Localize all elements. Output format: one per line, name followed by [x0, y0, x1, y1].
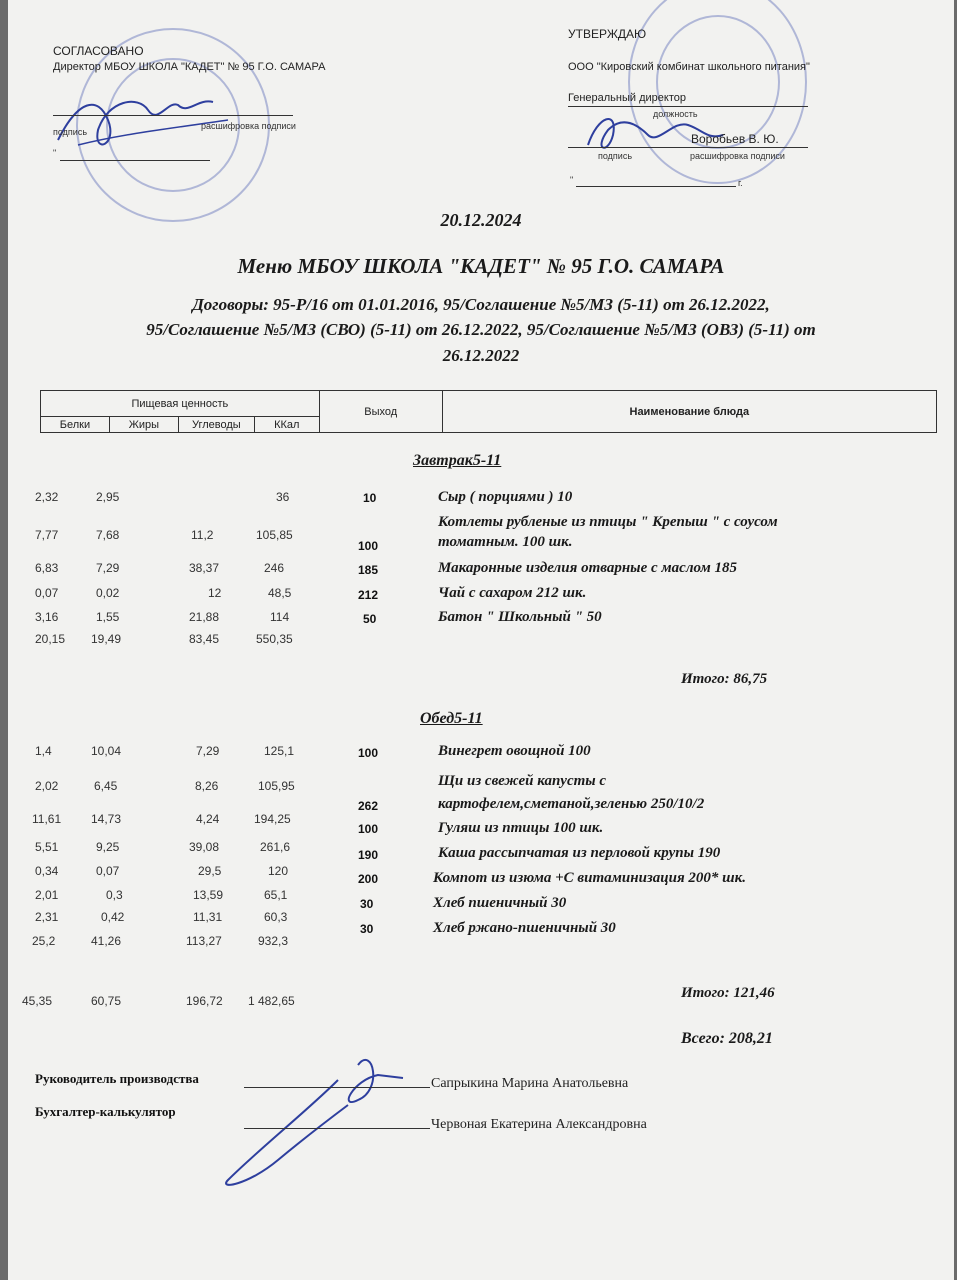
cell-kcal: 105,85	[256, 528, 293, 542]
cell-carbs: 8,26	[195, 779, 219, 793]
breakfast-title: Завтрак5-11	[413, 452, 502, 469]
output-header: Выход	[319, 391, 442, 433]
cell-protein: 2,31	[35, 910, 59, 924]
dish-name: Чай с сахаром 212 шк.	[438, 585, 587, 601]
production-head-role: Руководитель производства	[35, 1071, 199, 1086]
agreed-decode-label: расшифровка подписи	[201, 121, 296, 131]
cell-kcal: 120	[268, 864, 289, 878]
cell-output: 190	[358, 848, 379, 862]
cell-carbs: 11,31	[193, 910, 223, 924]
lunch-total: Итого: 121,46	[681, 985, 775, 1001]
dish-name: Каша рассыпчатая из перловой крупы 190	[438, 845, 721, 861]
cell-kcal: 65,1	[264, 888, 288, 902]
approved-name: Воробьев В. Ю.	[691, 132, 779, 146]
cell-fat: 0,02	[96, 586, 120, 600]
cell-carbs: 4,24	[196, 812, 220, 826]
cell-kcal: 114	[270, 610, 290, 624]
cell-protein: 0,07	[35, 586, 59, 600]
dish-name: Батон " Школьный " 50	[438, 609, 602, 625]
cell-protein: 2,02	[35, 779, 59, 793]
menu-document	[8, 0, 954, 1280]
production-head-name: Сапрыкина Марина Анатольевна	[431, 1076, 629, 1091]
cell-protein: 2,32	[35, 490, 59, 504]
cell-fat: 0,3	[106, 888, 123, 902]
cell-output: 185	[358, 563, 379, 577]
cell-fat: 1,55	[96, 610, 120, 624]
cell-fat: 10,04	[91, 744, 122, 758]
cell-carbs: 29,5	[198, 864, 222, 878]
cell-carbs: 12	[208, 586, 222, 600]
bottom-signature	[188, 1040, 448, 1200]
cell-protein: 0,34	[35, 864, 59, 878]
sum-protein: 25,2	[32, 934, 56, 948]
dish-name-header: Наименование блюда	[442, 391, 936, 433]
cell-protein: 7,77	[35, 528, 59, 542]
nutrition-header: Пищевая ценность	[41, 391, 320, 417]
cell-kcal: 48,5	[268, 586, 292, 600]
cell-kcal: 261,6	[260, 840, 291, 854]
approved-year-suffix: г.	[738, 178, 743, 188]
production-head-line	[244, 1087, 430, 1088]
sum-protein: 20,15	[35, 632, 66, 646]
contracts-line-3: 26.12.2022	[442, 346, 520, 365]
cell-protein: 11,61	[32, 812, 62, 826]
dish-name: Гуляш из птицы 100 шк.	[438, 820, 604, 836]
cell-carbs: 39,08	[189, 840, 220, 854]
menu-date: 20.12.2024	[440, 210, 522, 230]
contracts-line-1: Договоры: 95-Р/16 от 01.01.2016, 95/Соглашение №5/МЗ (5-11) от 26.12.2022,	[192, 295, 770, 314]
approved-date-line	[576, 186, 736, 187]
cell-carbs: 13,59	[193, 888, 224, 902]
accountant-name: Червоная Екатерина Александровна	[431, 1117, 647, 1132]
approved-position-line	[568, 106, 808, 107]
approved-sig-label: подпись	[598, 151, 633, 161]
cell-carbs: 11,2	[191, 528, 214, 542]
sum-kcal: 932,3	[258, 934, 289, 948]
cell-carbs: 7,29	[196, 744, 220, 758]
dish-name: картофелем,сметаной,зеленью 250/10/2	[438, 796, 705, 812]
approved-org: ООО "Кировский комбинат школьного питания"	[568, 61, 810, 73]
cell-kcal: 194,25	[254, 812, 291, 826]
dish-name: Хлеб ржано-пшеничный 30	[433, 920, 616, 936]
dish-name: Сыр ( порциями ) 10	[438, 489, 573, 505]
cell-output: 200	[358, 872, 379, 886]
cell-output: 100	[358, 539, 379, 553]
cell-kcal: 105,95	[258, 779, 295, 793]
col-protein: Белки	[41, 417, 110, 433]
cell-fat: 7,68	[96, 528, 120, 542]
dish-name: Компот из изюма +С витаминизация 200* шк.	[433, 870, 747, 886]
menu-title: Меню МБОУ ШКОЛА "КАДЕТ" № 95 Г.О. САМАРА	[237, 254, 725, 278]
col-fat: Жиры	[109, 417, 178, 433]
approved-position-label: должность	[653, 109, 698, 119]
col-kcal: ККал	[254, 417, 319, 433]
dish-name: Щи из свежей капусты с	[438, 773, 607, 789]
accountant-role: Бухгалтер-калькулятор	[35, 1104, 176, 1119]
cell-fat: 9,25	[96, 840, 120, 854]
cell-protein: 5,51	[35, 840, 59, 854]
grand-fat: 60,75	[91, 994, 122, 1008]
grand-protein: 45,35	[22, 994, 53, 1008]
breakfast-total: Итого: 86,75	[681, 671, 768, 687]
cell-fat: 0,07	[96, 864, 120, 878]
approved-date-quote: "	[570, 175, 574, 185]
cell-protein: 1,4	[35, 744, 52, 758]
cell-kcal: 125,1	[264, 744, 295, 758]
sum-fat: 41,26	[91, 934, 122, 948]
approved-sign-line	[568, 147, 808, 148]
accountant-line	[244, 1128, 430, 1129]
approved-position: Генеральный директор	[568, 92, 686, 104]
cell-fat: 0,42	[101, 910, 125, 924]
contracts-line-2: 95/Соглашение №5/МЗ (СВО) (5-11) от 26.12.2022, 95/Соглашение №5/МЗ (ОВЗ) (5-11) от	[146, 320, 816, 339]
agreed-sig-label: подпись	[53, 127, 88, 137]
cell-output: 30	[360, 897, 374, 911]
agreed-position: Директор МБОУ ШКОЛА "КАДЕТ" № 95 Г.О. САМАРА	[53, 61, 326, 73]
sum-carbs: 113,27	[186, 934, 222, 948]
cell-output: 30	[360, 922, 374, 936]
agreed-date-line	[60, 160, 210, 161]
cell-output: 50	[363, 612, 377, 626]
cell-carbs: 38,37	[189, 561, 220, 575]
dish-name: Хлеб пшеничный 30	[433, 895, 567, 911]
approved-label: УТВЕРЖДАЮ	[568, 27, 647, 41]
dish-name: Котлеты рубленые из птицы " Крепыш " с соусом	[438, 514, 778, 530]
cell-protein: 6,83	[35, 561, 59, 575]
dish-name: Винегрет овощной 100	[438, 743, 591, 759]
sum-carbs: 83,45	[189, 632, 220, 646]
dish-name: томатным. 100 шк.	[438, 534, 573, 550]
cell-carbs: 21,88	[189, 610, 220, 624]
cell-kcal: 36	[276, 490, 290, 504]
grand-kcal: 1 482,65	[248, 994, 295, 1008]
cell-output: 212	[358, 588, 379, 602]
col-carbs: Углеводы	[178, 417, 254, 433]
dish-name: Макаронные изделия отварные с маслом 185	[438, 560, 737, 576]
agreed-label: СОГЛАСОВАНО	[53, 44, 144, 58]
cell-output: 100	[358, 746, 379, 760]
cell-output: 262	[358, 799, 379, 813]
cell-protein: 3,16	[35, 610, 59, 624]
cell-fat: 7,29	[96, 561, 120, 575]
lunch-title: Обед5-11	[420, 710, 483, 727]
table-header	[40, 390, 937, 433]
cell-fat: 2,95	[96, 490, 120, 504]
sum-kcal: 550,35	[256, 632, 293, 646]
cell-kcal: 246	[264, 561, 285, 575]
agreed-sign-line	[53, 115, 293, 116]
cell-fat: 6,45	[94, 779, 118, 793]
grand-carbs: 196,72	[186, 994, 223, 1008]
cell-output: 10	[363, 491, 377, 505]
cell-kcal: 60,3	[264, 910, 288, 924]
approved-decode-label: расшифровка подписи	[690, 151, 785, 161]
cell-output: 100	[358, 822, 379, 836]
agreed-date-quote: "	[53, 148, 57, 158]
cell-fat: 14,73	[91, 812, 122, 826]
sum-fat: 19,49	[91, 632, 122, 646]
cell-protein: 2,01	[35, 888, 59, 902]
grand-total: Всего: 208,21	[681, 1030, 773, 1047]
